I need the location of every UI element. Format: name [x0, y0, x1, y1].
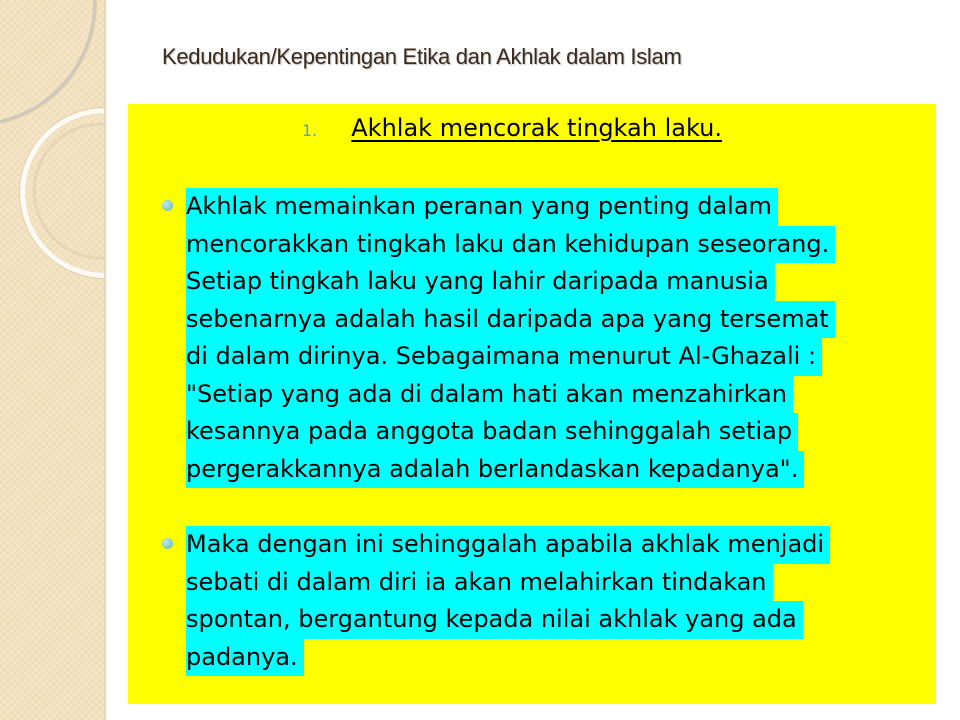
text-line: kesannya pada anggota badan sehinggalah setiap: [186, 413, 798, 451]
content-box: [128, 104, 936, 704]
text-line: "Setiap yang ada di dalam hati akan menzahirkan: [186, 376, 793, 414]
text-line: sebati di dalam diri ia akan melahirkan tindakan: [186, 564, 773, 602]
text-line: di dalam dirinya. Sebagaimana menurut Al-Ghazali :: [186, 338, 822, 376]
text-line: Setiap tingkah laku yang lahir daripada manusia: [186, 263, 775, 301]
decorative-circle: [0, 0, 96, 126]
decorative-side-strip: [0, 0, 106, 720]
text-line: spontan, bergantung kepada nilai akhlak yang ada: [186, 601, 803, 639]
text-line: pergerakkannya adalah berlandaskan kepadanya".: [186, 451, 804, 489]
bullet-dot-icon: [162, 200, 173, 211]
bullet-dot-icon: [162, 538, 173, 549]
bullet-item: [162, 526, 922, 676]
bullet-item: [162, 188, 922, 488]
text-line: Akhlak memainkan peranan yang penting dalam: [186, 188, 778, 226]
heading-number: 1.: [302, 121, 318, 140]
text-line: Maka dengan ini sehinggalah apabila akhlak menjadi: [186, 526, 830, 564]
text-line: mencorakkan tingkah laku dan kehidupan seseorang.: [186, 226, 835, 264]
bullet-text: [186, 526, 922, 676]
text-line: sebenarnya adalah hasil daripada apa yang tersemat: [186, 301, 835, 339]
numbered-heading: [302, 114, 722, 142]
bullet-text: [186, 188, 922, 488]
slide-title: Kedudukan/Kepentingan Etika dan Akhlak dalam Islam: [162, 44, 682, 69]
text-line: padanya.: [186, 639, 304, 677]
heading-text: Akhlak mencorak tingkah laku.: [351, 114, 722, 142]
